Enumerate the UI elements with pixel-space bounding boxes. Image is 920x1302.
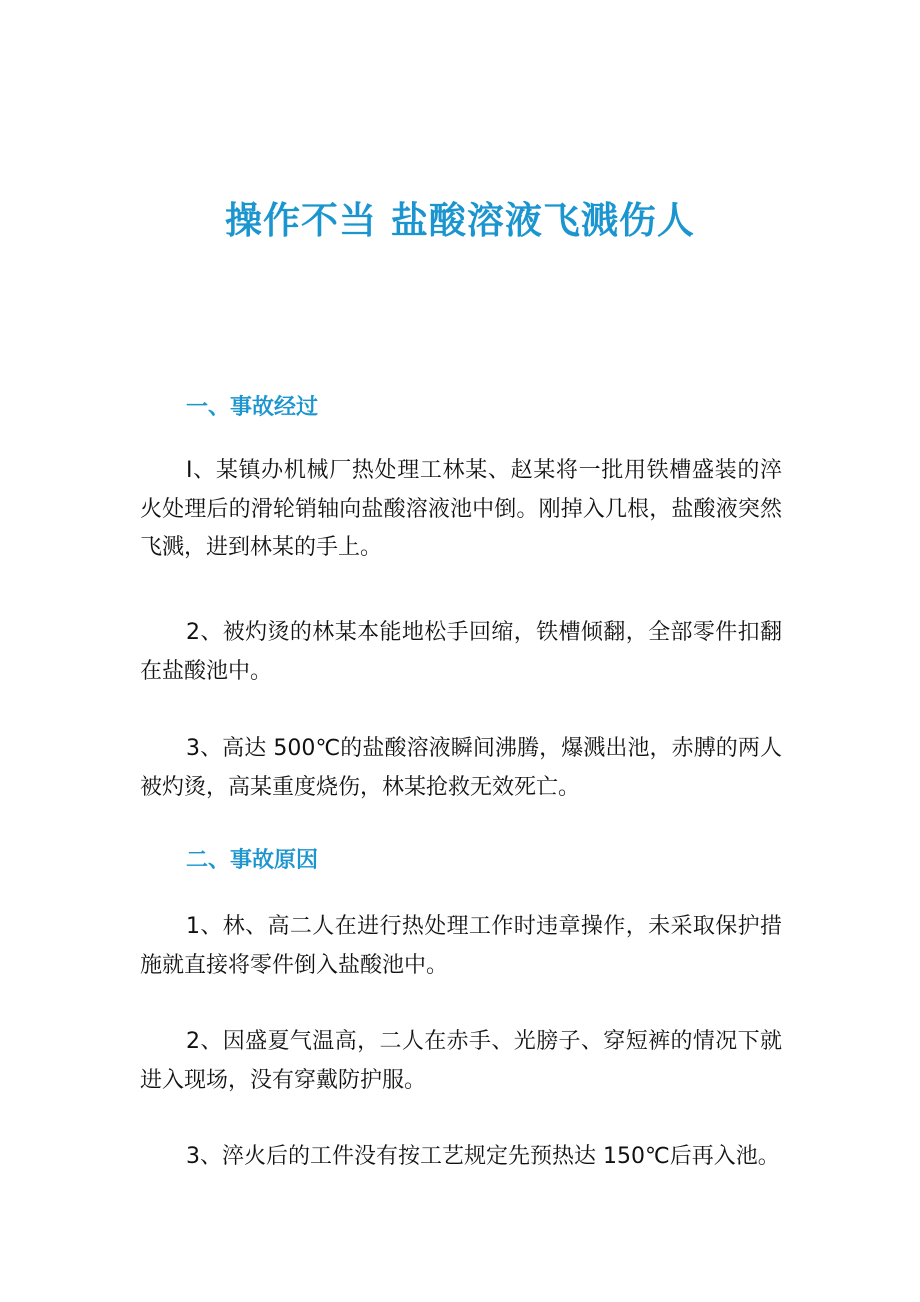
paragraph: 2、被灼烫的林某本能地松手回缩，铁槽倾翻，全部零件扣翻在盐酸池中。 (140, 620, 782, 684)
document-title: 操作不当 盐酸溶液飞溅伤人 (225, 199, 695, 242)
section-heading-accident-process: 一、事故经过 (186, 395, 319, 420)
paragraph: 3、淬火后的工件没有按工艺规定先预热达 150℃后再入池。 (186, 1144, 780, 1169)
paragraph: 1、林、高二人在进行热处理工作时违章操作，未采取保护措施就直接将零件倒入盐酸池中。 (140, 914, 782, 978)
paragraph: 3、高达 500℃的盐酸溶液瞬间沸腾，爆溅出池，赤膊的两人被灼烫，高某重度烧伤，林某抢救无效死亡。 (140, 736, 782, 800)
section-heading-accident-cause: 二、事故原因 (186, 848, 319, 873)
paragraph: 2、因盛夏气温高，二人在赤手、光膀子、穿短裤的情况下就进入现场，没有穿戴防护服。 (140, 1029, 782, 1093)
paragraph: I、某镇办机械厂热处理工林某、赵某将一批用铁槽盛装的淬火处理后的滑轮销轴向盐酸溶液池中倒。刚掉入几根，盐酸液突然飞溅，进到林某的手上。 (140, 458, 782, 560)
